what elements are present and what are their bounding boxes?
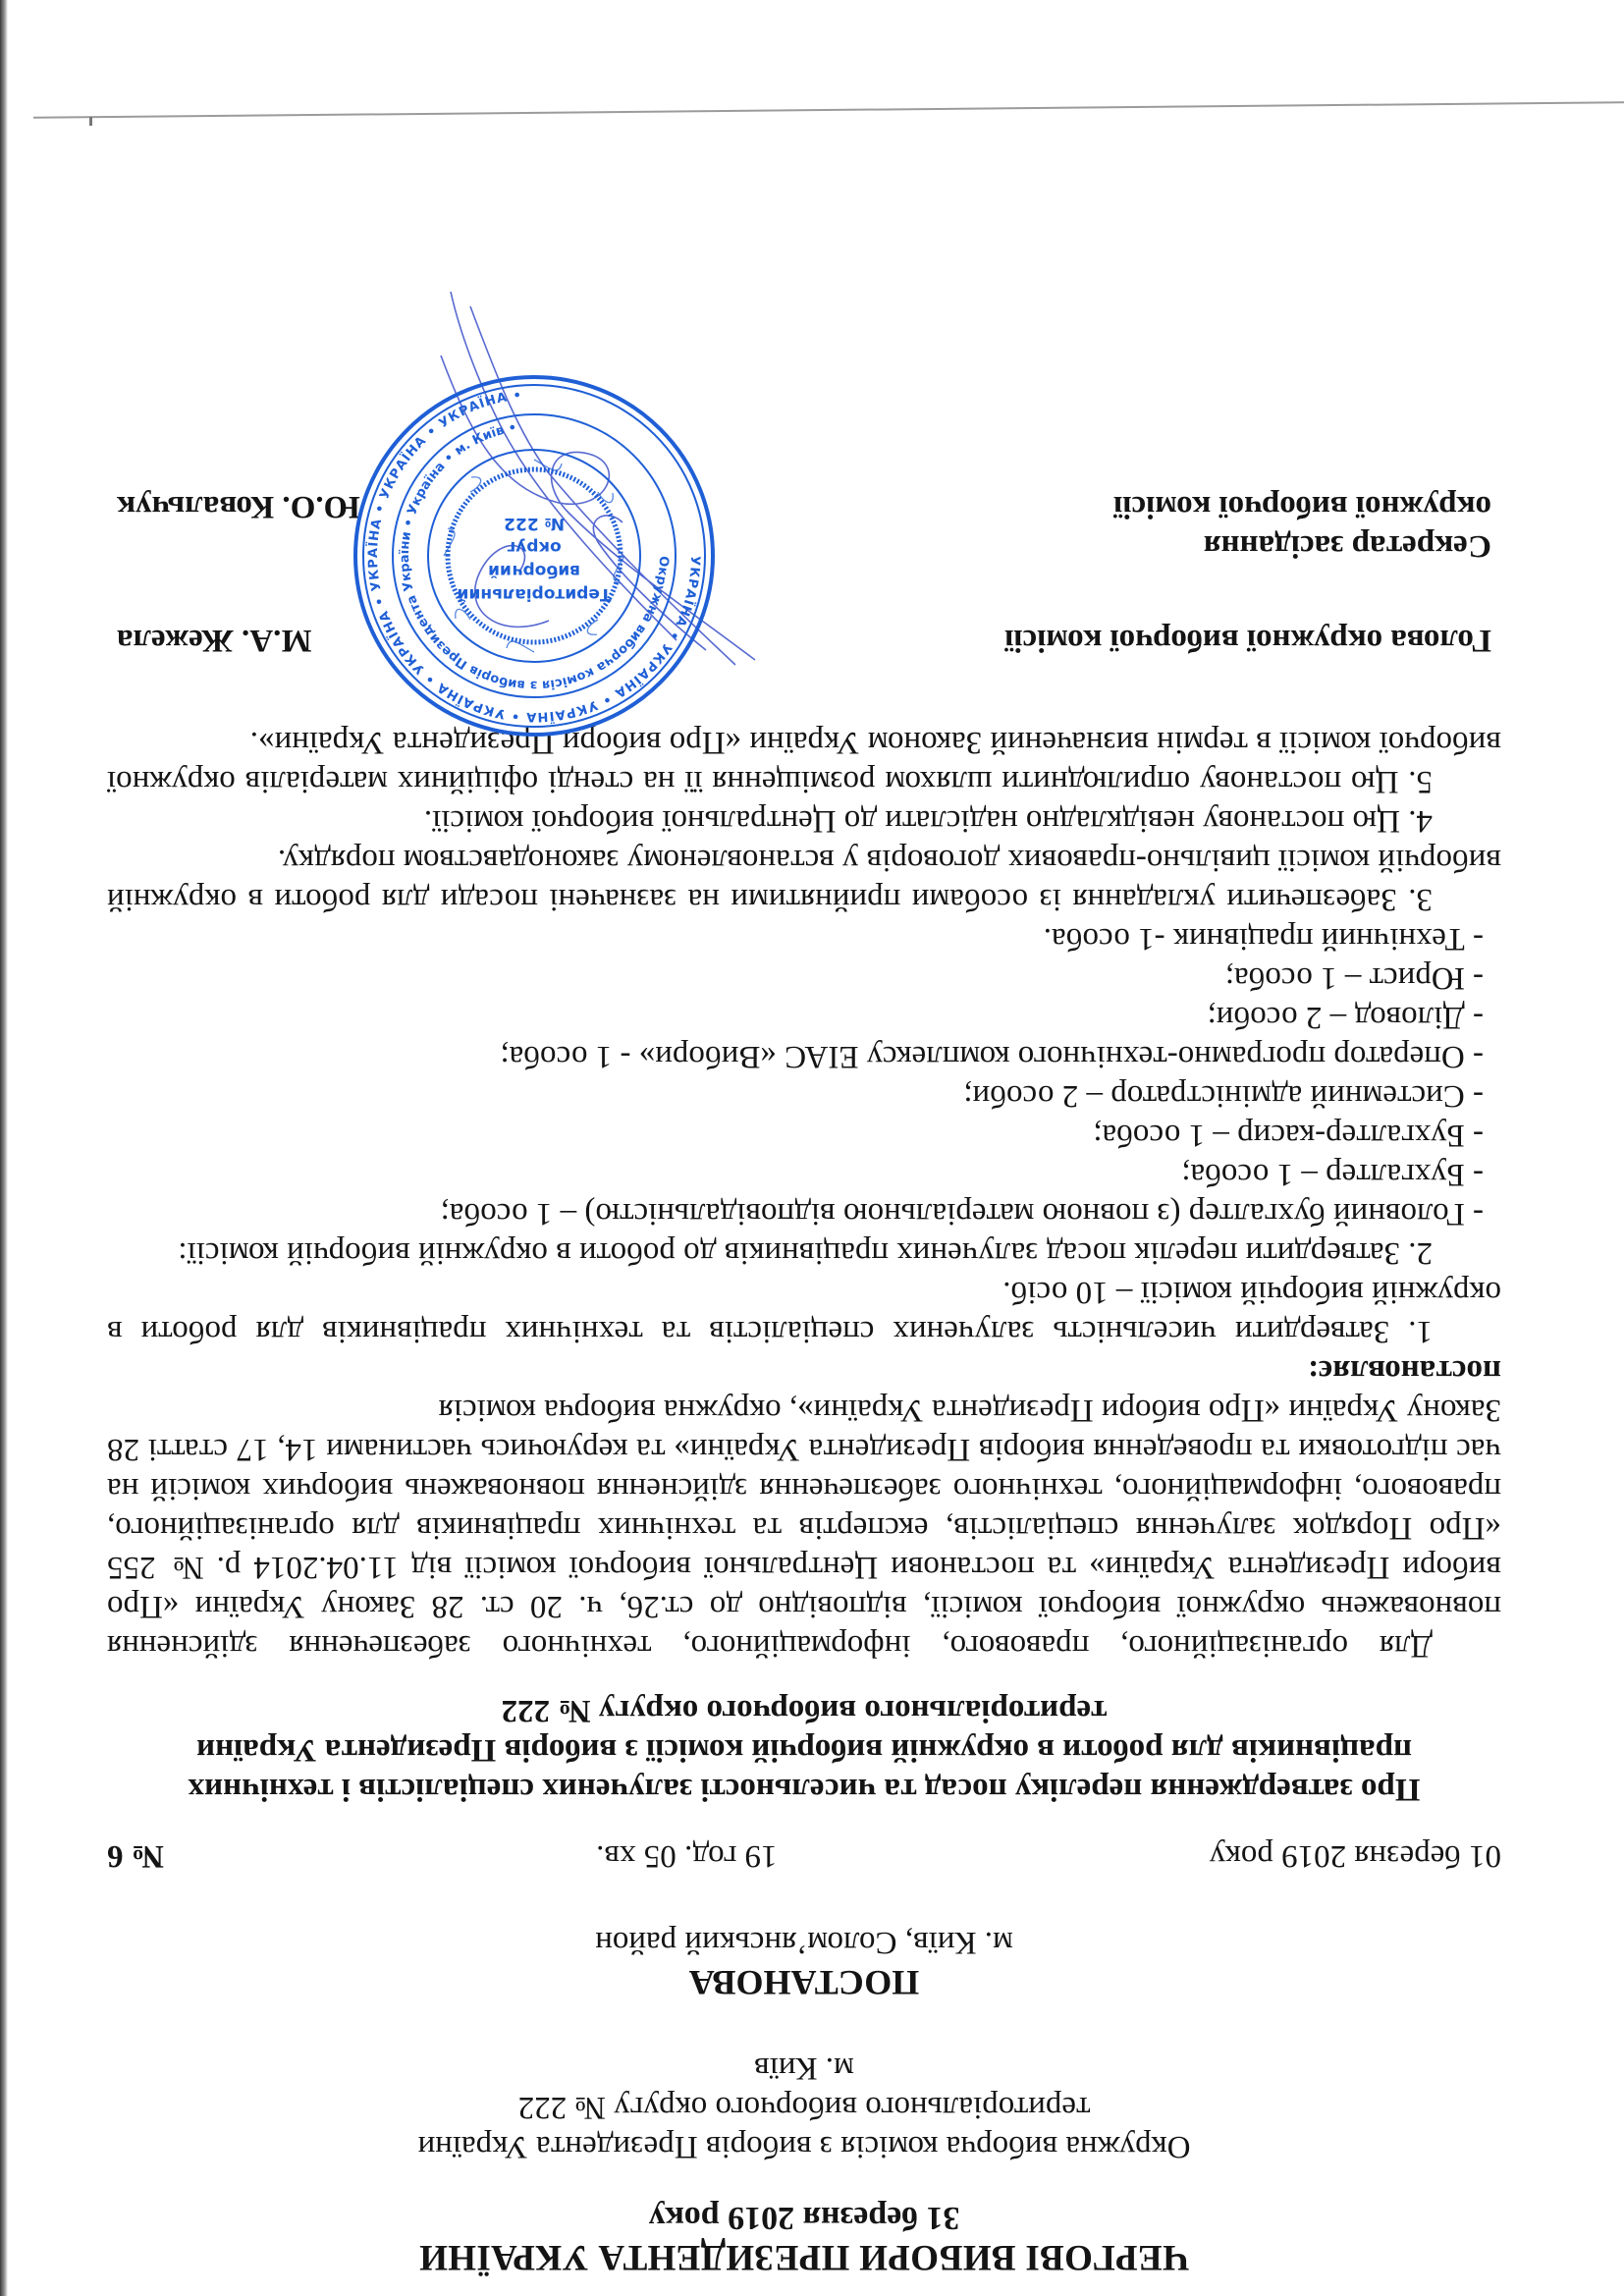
stamp-outer-ring: УКРАЇНА • УКРАЇНА • УКРАЇНА • УКРАЇНА • УКРАЇНА • УКРАЇНА • УКРАЇНА • УКРАЇНА • — [365, 388, 703, 725]
head-name: М.А. Жежела — [117, 623, 312, 658]
item-1: 1. Затвердити чисельність залучених спеціалістів та технічних працівників для роботи в окружній виборчій комісії – 10 осіб. — [107, 1275, 1501, 1349]
commission-name: Окружна виборча комісія з виборів Президента України — [417, 2129, 1191, 2164]
stamp-center-line3: округ — [507, 537, 562, 557]
position-item: - Бухгалтер – 1 особа; — [1181, 1157, 1484, 1192]
document-type: ПОСТАНОВА — [688, 1963, 920, 2002]
location: м. Київ, Солом’янський район — [595, 1925, 1013, 1960]
official-stamp-icon — [348, 369, 721, 742]
positions-list — [107, 919, 1501, 1233]
position-item: - Головний бухгалтер (з повною матеріальною відповідальністю) – 1 особа; — [440, 1196, 1484, 1231]
item-5: 5. Цю постанову оприлюднити шляхом розміщення її на стенді офіційних матеріалів окружної виборчої комісії в термін визначений Законом України «Про вибори Президента України». — [107, 725, 1501, 799]
secretary-title-line2: окружної виборчої комісії — [1113, 489, 1491, 524]
document-time: 19 год. 05 хв. — [596, 1838, 778, 1874]
scan-speck — [89, 117, 92, 126]
position-item: - Системний адміністратор – 2 особи; — [963, 1078, 1484, 1114]
stamp-center-line4: № 222 — [504, 514, 565, 533]
position-item: - Оператор програмно-технічного комплексу ЕІАС «Вибори» - 1 особа; — [500, 1039, 1484, 1074]
document-number: № 6 — [107, 1838, 164, 1874]
document-content — [107, 365, 1501, 2276]
position-item: - Технічний працівник -1 особа. — [1043, 921, 1484, 957]
election-date: 31 березня 2019 року — [648, 2200, 960, 2236]
city: м. Київ — [754, 2050, 854, 2086]
position-item: - Діловод – 2 особи; — [1207, 1000, 1484, 1035]
position-item: - Юрист – 1 особа; — [1224, 960, 1484, 996]
item-4: 4. Цю постанову невідкладно надіслати до Центральної виборчої комісії. — [423, 803, 1433, 839]
secretary-title — [1113, 487, 1491, 566]
document-date: 01 березня 2019 року — [1209, 1838, 1501, 1874]
document-meta — [107, 1836, 1501, 1876]
signature-block — [107, 365, 1501, 725]
preamble: Для організаційного, правового, інформаційного, технічного забезпечення здійснення повноважень окружної виборчої комісії, відповідно до ст.26, ч. 20 ст. 28 Закону України «Про вибори Президента України» та постанови Центральної виборчої комісії від 11.04.2014 р. № 255 «Про Порядок залучення спеціалістів, експертів та технічних працівників для організаційного, правового, інформаційного, технічного забезпечення здійснення повноважень виборчих комісій на час підготовки та проведення виборів Президента України» та керуючись частинами 14, 17 статті 28 Закону України «Про вибори Президента України», окружна виборча комісія — [107, 1393, 1501, 1664]
secretary-name: Ю.О. Ковальчук — [117, 489, 360, 524]
position-item: - Бухгалтер-касир – 1 особа; — [1093, 1118, 1484, 1153]
item-2: 2. Затвердити перелік посад залучених працівників до роботи в окружній виборчій комісії: — [178, 1235, 1433, 1271]
scan-fold-line — [33, 101, 1624, 119]
secretary-title-line1: Секретар засідання — [1203, 528, 1491, 564]
item-3: 3. Забезпечити укладання із особами прийнятими на зазначені посади для роботи в окружній виборчій комісії цивільно-правових договорів у встановленому законодавством порядку. — [107, 843, 1501, 917]
commission-district: територіального виборчого округу № 222 — [517, 2090, 1091, 2125]
resolves-label: постановляє: — [1308, 1353, 1501, 1389]
document-body — [107, 723, 1501, 1666]
election-title: ЧЕРГОВІ ВИБОРИ ПРЕЗИДЕНТА УКРАЇНИ — [418, 2237, 1190, 2277]
stamp-center-line2: виборчий — [488, 561, 580, 580]
head-title: Голова окружної виборчої комісії — [1004, 623, 1491, 658]
stamp-middle-ring: Окружна виборча комісія з виборів Президента України • Україна • м. Київ • — [397, 420, 672, 693]
document-subject: Про затвердження переліку посад та чисельності залучених спеціалістів і технічних працівників для роботи в окружній виборчій комісії з виборів Президента України територіального виборчого округу № 222 — [188, 1693, 1421, 1807]
stamp-center-line1: Територіальний — [457, 584, 612, 604]
